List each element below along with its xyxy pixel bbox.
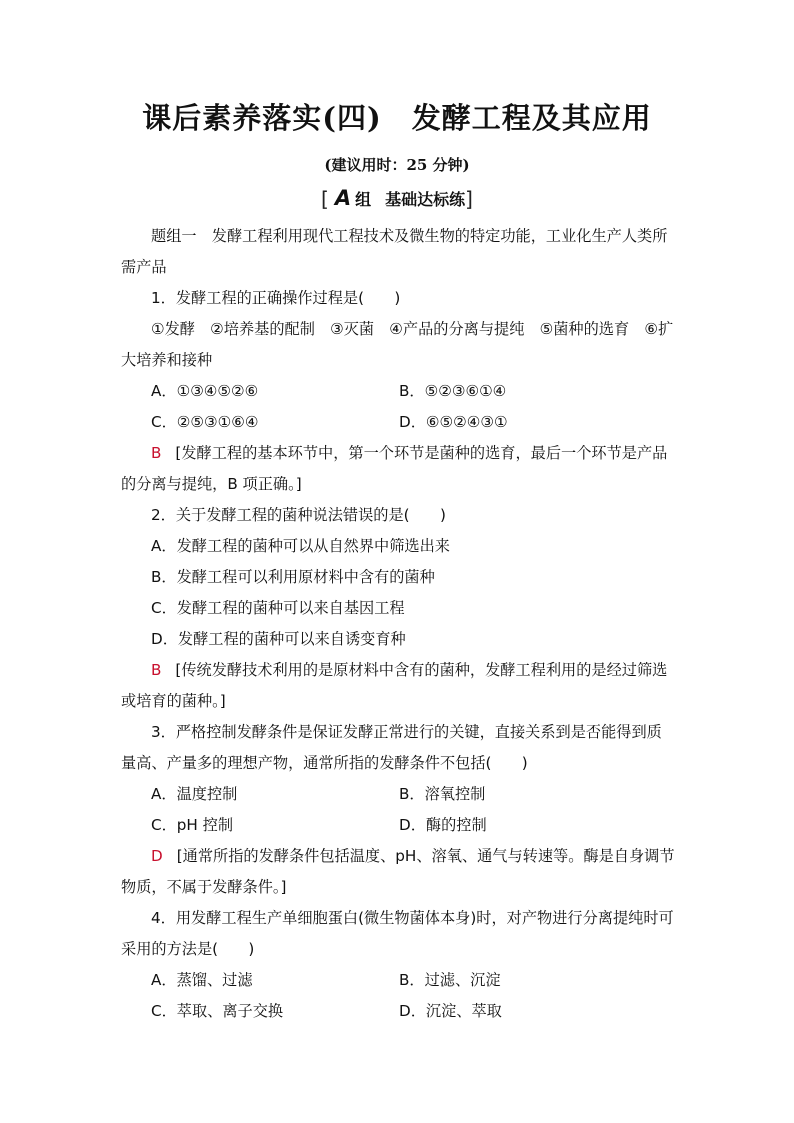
question-2-explanation: [传统发酵技术利用的是原材料中含有的菌种，发酵工程利用的是经过筛选或培育的菌种。]	[121, 661, 668, 710]
question-1-option-d: D．⑥⑤②④③①	[399, 413, 508, 431]
question-2-option-c: C．发酵工程的菌种可以来自基因工程	[151, 599, 405, 617]
question-1-options-row-2	[121, 407, 677, 438]
question-content	[121, 221, 677, 1027]
question-2-stem: 2．关于发酵工程的菌种说法错误的是( )	[151, 506, 446, 524]
question-4-option-c: C．萃取、离子交换	[151, 1002, 284, 1020]
question-1-answer-block	[121, 438, 677, 500]
group-heading	[0, 186, 794, 211]
question-3-explanation: [通常所指的发酵条件包括温度、pH、溶氧、通气与转速等。酶是自身调节物质，不属于发酵条件。]	[121, 847, 675, 896]
question-2-option-d: D．发酵工程的菌种可以来自诱变育种	[151, 630, 406, 648]
suggested-time: (建议用时：25 分钟)	[324, 156, 470, 174]
question-1-explanation: [发酵工程的基本环节中，第一个环节是菌种的选育，最后一个环节是产品的分离与提纯，B 项正确。]	[121, 444, 668, 493]
question-2-option-b: B．发酵工程可以利用原材料中含有的菌种	[151, 568, 435, 586]
question-3-option-d: D．酶的控制	[399, 816, 487, 834]
question-3-answer-block	[121, 841, 677, 903]
question-2-answer-block	[121, 655, 677, 717]
question-3-option-b: B．溶氧控制	[399, 785, 486, 803]
question-4-option-b: B．过滤、沉淀	[399, 971, 501, 989]
question-4-stem: 4．用发酵工程生产单细胞蛋白(微生物菌体本身)时，对产物进行分离提纯时可采用的方法是( )	[121, 909, 674, 958]
question-4-option-d: D．沉淀、萃取	[399, 1002, 502, 1020]
group-bracket-close: ]	[465, 187, 473, 211]
question-2-answer: B	[151, 661, 162, 679]
question-1-stem: 1．发酵工程的正确操作过程是( )	[151, 289, 401, 307]
question-2-option-a: A．发酵工程的菌种可以从自然界中筛选出来	[151, 537, 450, 555]
group-label: 组	[355, 190, 372, 209]
topic-heading: 题组一 发酵工程利用现代工程技术及微生物的特定功能，工业化生产人类所需产品	[121, 227, 668, 276]
question-4-options-row-1	[121, 965, 677, 996]
question-4-option-a: A．蒸馏、过滤	[151, 971, 253, 989]
question-4-options-row-2	[121, 996, 677, 1027]
question-1-options-row-1	[121, 376, 677, 407]
question-1-steps: ①发酵 ②培养基的配制 ③灭菌 ④产品的分离与提纯 ⑤菌种的选育 ⑥扩大培养和接种	[121, 320, 674, 369]
page-title: 课后素养落实(四) 发酵工程及其应用	[142, 101, 652, 135]
question-3-option-c: C．pH 控制	[151, 816, 234, 834]
question-1-option-b: B．⑤②③⑥①④	[399, 382, 507, 400]
question-3-stem: 3．严格控制发酵条件是保证发酵正常进行的关键，直接关系到是否能得到质量高、产量多的理想产物，通常所指的发酵条件不包括( )	[121, 723, 662, 772]
question-3-options-row-2	[121, 810, 677, 841]
question-1-answer: B	[151, 444, 162, 462]
group-letter: A	[334, 186, 352, 210]
question-3-options-row-1	[121, 779, 677, 810]
group-bracket-open: [	[321, 187, 329, 211]
question-3-option-a: A．温度控制	[151, 785, 238, 803]
group-name: 基础达标练	[385, 190, 466, 209]
question-3-answer: D	[151, 847, 163, 865]
question-1-option-c: C．②⑤③①⑥④	[151, 413, 259, 431]
question-1-option-a: A．①③④⑤②⑥	[151, 382, 259, 400]
